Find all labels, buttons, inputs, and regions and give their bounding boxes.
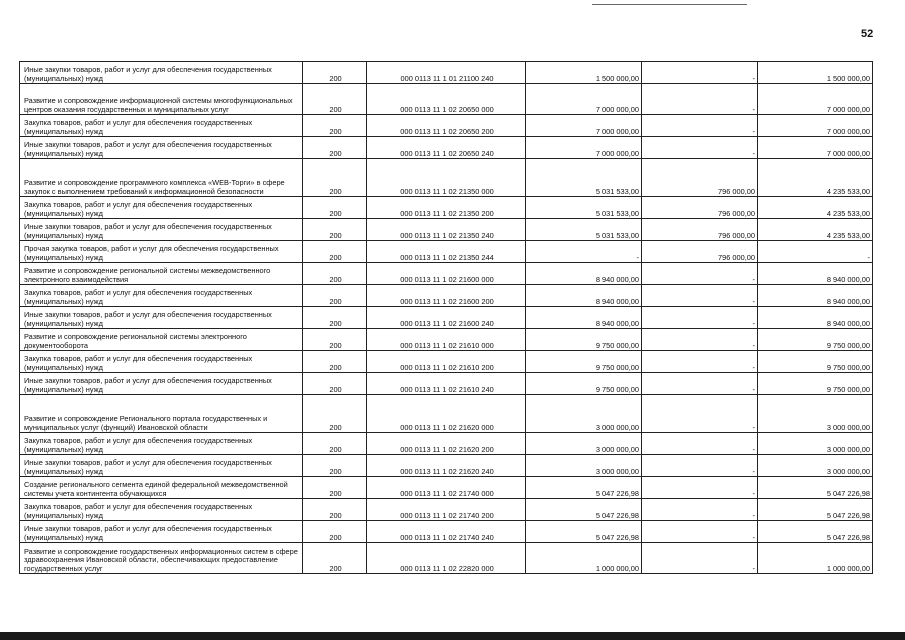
cell-csr: 000 0113 11 1 02 21620 200 [367, 433, 526, 455]
cell-amount: 5 047 226,98 [526, 499, 642, 521]
cell-csr: 000 0113 11 1 02 21350 244 [367, 241, 526, 263]
cell-name: Создание регионального сегмента единой федеральной межведомственной системы учета контингента обучающихся [20, 477, 303, 499]
cell-change: - [642, 543, 758, 574]
cell-csr: 000 0113 11 1 02 20650 200 [367, 115, 526, 137]
cell-amount: 8 940 000,00 [526, 285, 642, 307]
cell-total: 4 235 533,00 [758, 159, 873, 197]
cell-total: 3 000 000,00 [758, 433, 873, 455]
cell-csr: 000 0113 11 1 01 21100 240 [367, 62, 526, 84]
cell-change: - [642, 84, 758, 115]
cell-code: 200 [303, 477, 367, 499]
table-row [20, 285, 873, 307]
cell-change: - [642, 395, 758, 433]
cell-name: Развитие и сопровождение региональной системы электронного документооборота [20, 329, 303, 351]
cell-csr: 000 0113 11 1 02 21600 000 [367, 263, 526, 285]
cell-change: - [642, 351, 758, 373]
cell-code: 200 [303, 137, 367, 159]
cell-code: 200 [303, 84, 367, 115]
cell-name: Развитие и сопровождение государственных информационных систем в сфере здравоохранения Ивановской области, обеспечивающих предоставление государственных услуг [20, 543, 303, 574]
table-row [20, 159, 873, 197]
cell-name: Развитие и сопровождение региональной системы межведомственного электронного взаимодействия [20, 263, 303, 285]
table-row [20, 241, 873, 263]
cell-csr: 000 0113 11 1 02 21600 200 [367, 285, 526, 307]
cell-amount: 8 940 000,00 [526, 307, 642, 329]
cell-csr: 000 0113 11 1 02 22820 000 [367, 543, 526, 574]
cell-amount: 9 750 000,00 [526, 351, 642, 373]
cell-amount: 8 940 000,00 [526, 263, 642, 285]
cell-name: Закупка товаров, работ и услуг для обеспечения государственных (муниципальных) нужд [20, 115, 303, 137]
cell-name: Иные закупки товаров, работ и услуг для обеспечения государственных (муниципальных) нужд [20, 373, 303, 395]
cell-amount: 9 750 000,00 [526, 329, 642, 351]
cell-name: Развитие и сопровождение Регионального портала государственных и муниципальных услуг (функций) Ивановской области [20, 395, 303, 433]
page-number: 52 [861, 28, 874, 40]
table-row [20, 84, 873, 115]
table-row [20, 263, 873, 285]
cell-name: Развитие и сопровождение программного комплекса «WEB-Торги» в сфере закупок с выполнением требований к информационной безопасности [20, 159, 303, 197]
cell-code: 200 [303, 219, 367, 241]
cell-code: 200 [303, 395, 367, 433]
cell-change: - [642, 373, 758, 395]
cell-name: Закупка товаров, работ и услуг для обеспечения государственных (муниципальных) нужд [20, 433, 303, 455]
cell-change: - [642, 285, 758, 307]
cell-change: - [642, 477, 758, 499]
cell-name: Прочая закупка товаров, работ и услуг для обеспечения государственных (муниципальных) нужд [20, 241, 303, 263]
cell-name: Иные закупки товаров, работ и услуг для обеспечения государственных (муниципальных) нужд [20, 307, 303, 329]
cell-csr: 000 0113 11 1 02 21740 240 [367, 521, 526, 543]
table-row [20, 433, 873, 455]
cell-amount: 5 031 533,00 [526, 159, 642, 197]
cell-change: 796 000,00 [642, 219, 758, 241]
table-body [20, 62, 873, 574]
cell-total: 1 000 000,00 [758, 543, 873, 574]
cell-total: 7 000 000,00 [758, 137, 873, 159]
cell-amount: 1 000 000,00 [526, 543, 642, 574]
table-row [20, 521, 873, 543]
cell-change: - [642, 137, 758, 159]
cell-csr: 000 0113 11 1 02 21610 200 [367, 351, 526, 373]
cell-csr: 000 0113 11 1 02 20650 240 [367, 137, 526, 159]
cell-change: - [642, 499, 758, 521]
cell-total: 9 750 000,00 [758, 329, 873, 351]
table-row [20, 373, 873, 395]
cell-total: 3 000 000,00 [758, 395, 873, 433]
cell-csr: 000 0113 11 1 02 21610 000 [367, 329, 526, 351]
cell-code: 200 [303, 499, 367, 521]
cell-change: - [642, 62, 758, 84]
cell-name: Иные закупки товаров, работ и услуг для обеспечения государственных (муниципальных) нужд [20, 455, 303, 477]
cell-total: 9 750 000,00 [758, 373, 873, 395]
cell-change: 796 000,00 [642, 159, 758, 197]
cell-name: Закупка товаров, работ и услуг для обеспечения государственных (муниципальных) нужд [20, 499, 303, 521]
cell-total: 8 940 000,00 [758, 285, 873, 307]
cell-name: Закупка товаров, работ и услуг для обеспечения государственных (муниципальных) нужд [20, 285, 303, 307]
cell-total: 1 500 000,00 [758, 62, 873, 84]
cell-csr: 000 0113 11 1 02 21740 000 [367, 477, 526, 499]
cell-code: 200 [303, 115, 367, 137]
cell-code: 200 [303, 62, 367, 84]
budget-table [19, 61, 873, 574]
cell-code: 200 [303, 307, 367, 329]
cell-code: 200 [303, 329, 367, 351]
cell-amount: 7 000 000,00 [526, 115, 642, 137]
cell-code: 200 [303, 373, 367, 395]
cell-code: 200 [303, 455, 367, 477]
cell-code: 200 [303, 159, 367, 197]
cell-amount: - [526, 241, 642, 263]
cell-total: 5 047 226,98 [758, 477, 873, 499]
cell-total: - [758, 241, 873, 263]
cell-change: - [642, 329, 758, 351]
cell-total: 4 235 533,00 [758, 219, 873, 241]
cell-csr: 000 0113 11 1 02 21610 240 [367, 373, 526, 395]
table-row [20, 455, 873, 477]
table-row [20, 351, 873, 373]
cell-amount: 5 047 226,98 [526, 477, 642, 499]
cell-change: - [642, 521, 758, 543]
cell-amount: 5 031 533,00 [526, 197, 642, 219]
table-row [20, 137, 873, 159]
table-row [20, 197, 873, 219]
cell-amount: 9 750 000,00 [526, 373, 642, 395]
cell-code: 200 [303, 285, 367, 307]
bottom-border [0, 632, 905, 640]
cell-csr: 000 0113 11 1 02 21350 240 [367, 219, 526, 241]
cell-amount: 3 000 000,00 [526, 395, 642, 433]
cell-change: - [642, 263, 758, 285]
top-rule [592, 4, 747, 5]
cell-total: 9 750 000,00 [758, 351, 873, 373]
cell-total: 5 047 226,98 [758, 499, 873, 521]
cell-amount: 1 500 000,00 [526, 62, 642, 84]
cell-name: Иные закупки товаров, работ и услуг для обеспечения государственных (муниципальных) нужд [20, 62, 303, 84]
cell-total: 5 047 226,98 [758, 521, 873, 543]
cell-change: - [642, 455, 758, 477]
cell-change: - [642, 433, 758, 455]
table-row [20, 219, 873, 241]
table-row [20, 115, 873, 137]
table-row [20, 329, 873, 351]
cell-code: 200 [303, 521, 367, 543]
cell-amount: 3 000 000,00 [526, 455, 642, 477]
cell-name: Иные закупки товаров, работ и услуг для обеспечения государственных (муниципальных) нужд [20, 521, 303, 543]
cell-total: 7 000 000,00 [758, 84, 873, 115]
cell-name: Иные закупки товаров, работ и услуг для обеспечения государственных (муниципальных) нужд [20, 137, 303, 159]
table-row [20, 62, 873, 84]
cell-csr: 000 0113 11 1 02 21350 200 [367, 197, 526, 219]
cell-total: 8 940 000,00 [758, 263, 873, 285]
cell-amount: 7 000 000,00 [526, 137, 642, 159]
table-row [20, 499, 873, 521]
table-row [20, 395, 873, 433]
cell-csr: 000 0113 11 1 02 21350 000 [367, 159, 526, 197]
cell-code: 200 [303, 263, 367, 285]
cell-change: 796 000,00 [642, 241, 758, 263]
cell-csr: 000 0113 11 1 02 21740 200 [367, 499, 526, 521]
cell-change: 796 000,00 [642, 197, 758, 219]
cell-total: 3 000 000,00 [758, 455, 873, 477]
cell-csr: 000 0113 11 1 02 21620 000 [367, 395, 526, 433]
cell-total: 4 235 533,00 [758, 197, 873, 219]
cell-amount: 5 047 226,98 [526, 521, 642, 543]
cell-csr: 000 0113 11 1 02 21600 240 [367, 307, 526, 329]
table-row [20, 543, 873, 574]
cell-change: - [642, 115, 758, 137]
cell-csr: 000 0113 11 1 02 21620 240 [367, 455, 526, 477]
cell-code: 200 [303, 433, 367, 455]
cell-amount: 5 031 533,00 [526, 219, 642, 241]
cell-change: - [642, 307, 758, 329]
cell-csr: 000 0113 11 1 02 20650 000 [367, 84, 526, 115]
cell-name: Закупка товаров, работ и услуг для обеспечения государственных (муниципальных) нужд [20, 351, 303, 373]
cell-total: 7 000 000,00 [758, 115, 873, 137]
cell-code: 200 [303, 241, 367, 263]
cell-code: 200 [303, 543, 367, 574]
cell-code: 200 [303, 351, 367, 373]
cell-code: 200 [303, 197, 367, 219]
cell-name: Закупка товаров, работ и услуг для обеспечения государственных (муниципальных) нужд [20, 197, 303, 219]
cell-name: Развитие и сопровождение информационной системы многофункциональных центров оказания государственных и муниципальных услуг [20, 84, 303, 115]
table-row [20, 307, 873, 329]
table-row [20, 477, 873, 499]
cell-total: 8 940 000,00 [758, 307, 873, 329]
cell-amount: 7 000 000,00 [526, 84, 642, 115]
cell-name: Иные закупки товаров, работ и услуг для обеспечения государственных (муниципальных) нужд [20, 219, 303, 241]
cell-amount: 3 000 000,00 [526, 433, 642, 455]
